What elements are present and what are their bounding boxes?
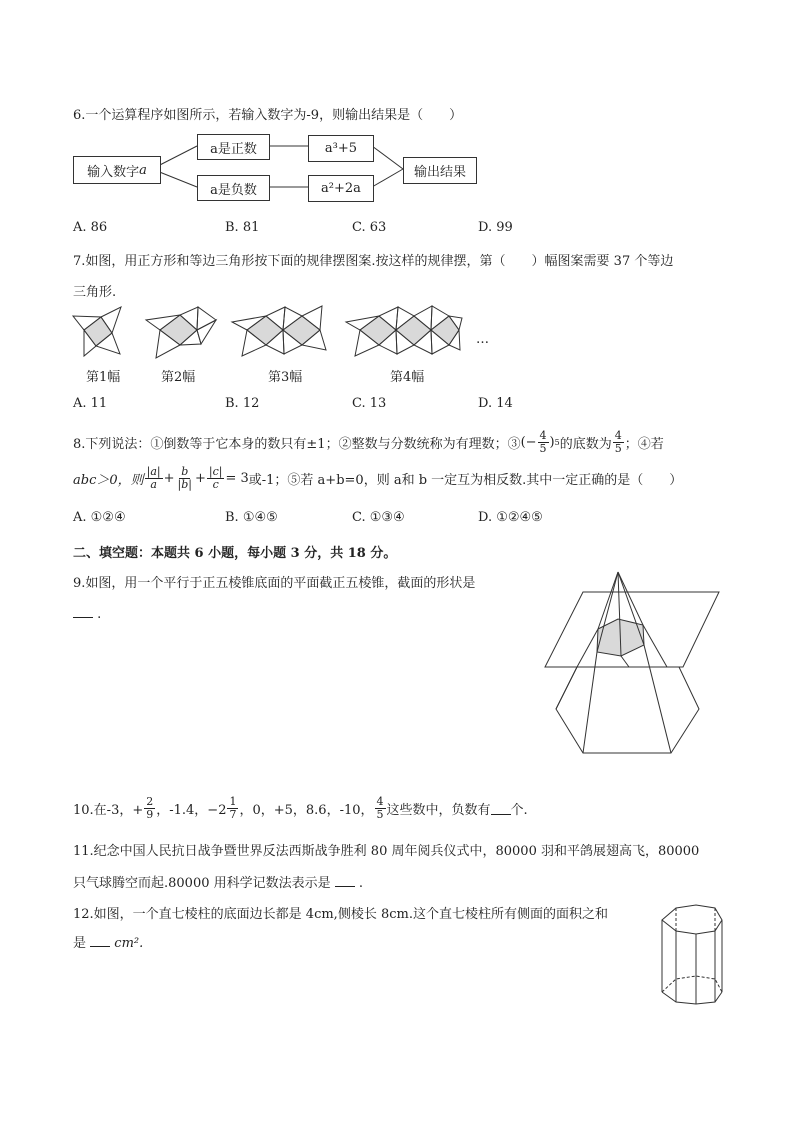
q10-mid-2: ，0，+5，8.6，-10， <box>239 803 374 818</box>
q7-stem-line2: 三角形. <box>73 285 117 300</box>
q10-mid-1: ，-1.4，−2 <box>156 803 227 818</box>
q7-stem-line1: 7.如图，用正方形和等边三角形按下面的规律摆图案.按这样的规律摆，第（ ）幅图案需要 37 个等边 <box>73 254 674 269</box>
q11-line2-b: . <box>358 876 364 891</box>
q6-option-d: D. 99 <box>478 220 513 235</box>
section-heading-fill-in: 二、填空题：本题共 6 小题，每小题 3 分，共 18 分。 <box>73 546 397 561</box>
q6-option-b: B. 81 <box>225 220 260 235</box>
flow-expr-negative: a²+2a <box>321 181 361 196</box>
q8-fa-num: |a| <box>146 465 161 478</box>
q8-frac1-num: 4 <box>539 429 547 442</box>
q10-suffix-a: 这些数中，负数有 <box>386 803 491 818</box>
q7-caption-4: 第4幅 <box>390 370 425 385</box>
q8-fa-den: a <box>150 478 157 491</box>
flow-expr-positive: a³+5 <box>324 141 358 156</box>
q8-option-b: B. ①④⑤ <box>225 510 278 525</box>
q11-line2-a: 只气球腾空而起.80000 用科学记数法表示是 <box>73 876 331 891</box>
q12-line1: 12.如图，一个直七棱柱的底面边长都是 4cm,侧棱长 8cm.这个直七棱柱所有侧面的面积之和 <box>73 907 608 922</box>
q9-stem: 9.如图，用一个平行于正五棱锥底面的平面截正五棱锥，截面的形状是 <box>73 576 476 591</box>
q7-caption-2: 第2幅 <box>161 370 196 385</box>
q8-plus-1: + <box>163 471 175 486</box>
flow-output: 输出结果 <box>413 165 466 180</box>
flow-input-var: a <box>139 162 147 178</box>
q7-caption-1: 第1幅 <box>86 370 121 385</box>
q10-suffix-b: 个. <box>510 803 528 818</box>
q8-line2-a: abc＞0，则 <box>73 473 144 488</box>
q10-f2-num: 1 <box>229 795 237 808</box>
q8-frac1-den: 5 <box>539 442 547 455</box>
q8-frac2-den: 5 <box>614 442 622 455</box>
q8-fc-num: |c| <box>208 465 223 478</box>
flow-cond-negative: a是负数 <box>210 182 257 198</box>
q8-part3: ；④若 <box>624 437 664 452</box>
q9-blank-tail: . <box>97 607 102 622</box>
q8-option-d: D. ①②④⑤ <box>478 510 543 525</box>
q11-line1: 11.纪念中国人民抗日战争暨世界反法西斯战争胜利 80 周年阅兵仪式中，80000 羽和平鸽展翅高飞，80000 <box>73 844 700 859</box>
q8-part1: 8.下列说法：①倒数等于它本身的数只有±1；②整数与分数统称为有理数；③ <box>73 437 521 452</box>
q6-option-a: A. 86 <box>73 220 108 235</box>
q7-caption-3: 第3幅 <box>268 370 303 385</box>
q10-prefix: 10.在-3，+ <box>73 803 144 818</box>
q6-stem: 6.一个运算程序如图所示，若输入数字为-9，则输出结果是（ ） <box>73 108 463 123</box>
q7-option-b: B. 12 <box>225 396 260 411</box>
q8-frac2-num: 4 <box>614 429 622 442</box>
q7-option-d: D. 14 <box>478 396 513 411</box>
q8-paren-close: ) <box>549 435 555 450</box>
q10-f2-den: 7 <box>229 808 237 821</box>
flow-input-label: 输入数字 <box>87 164 140 180</box>
q12-line2-b: cm². <box>114 936 144 951</box>
q7-option-a: A. 11 <box>73 396 108 411</box>
q8-fc-den: c <box>212 478 219 491</box>
q8-plus-2: + <box>194 471 206 486</box>
q10-f3-den: 5 <box>376 808 384 821</box>
q12-line2-a: 是 <box>73 936 87 951</box>
q8-option-a: A. ①②④ <box>73 510 126 525</box>
q10-f1-num: 2 <box>146 795 154 808</box>
q8-exponent: 5 <box>554 438 560 447</box>
q8-option-c: C. ①③④ <box>352 510 405 525</box>
q8-paren-open: (− <box>520 435 537 450</box>
q7-option-c: C. 13 <box>352 396 387 411</box>
q10-f3-num: 4 <box>376 795 384 808</box>
q8-part2: 的底数为 <box>559 437 612 452</box>
q10-f1-den: 9 <box>146 808 154 821</box>
q8-fb-den: |b| <box>177 478 192 491</box>
q8-equals: = 3 <box>225 471 249 486</box>
q6-option-c: C. 63 <box>352 220 387 235</box>
q8-line2-b: 或-1；⑤若 a+b=0，则 a和 b 一定互为相反数.其中一定正确的是（ ） <box>248 473 683 488</box>
q8-fb-num: b <box>181 465 189 478</box>
flow-cond-positive: a是正数 <box>210 141 257 157</box>
q7-ellipsis: … <box>476 332 489 347</box>
